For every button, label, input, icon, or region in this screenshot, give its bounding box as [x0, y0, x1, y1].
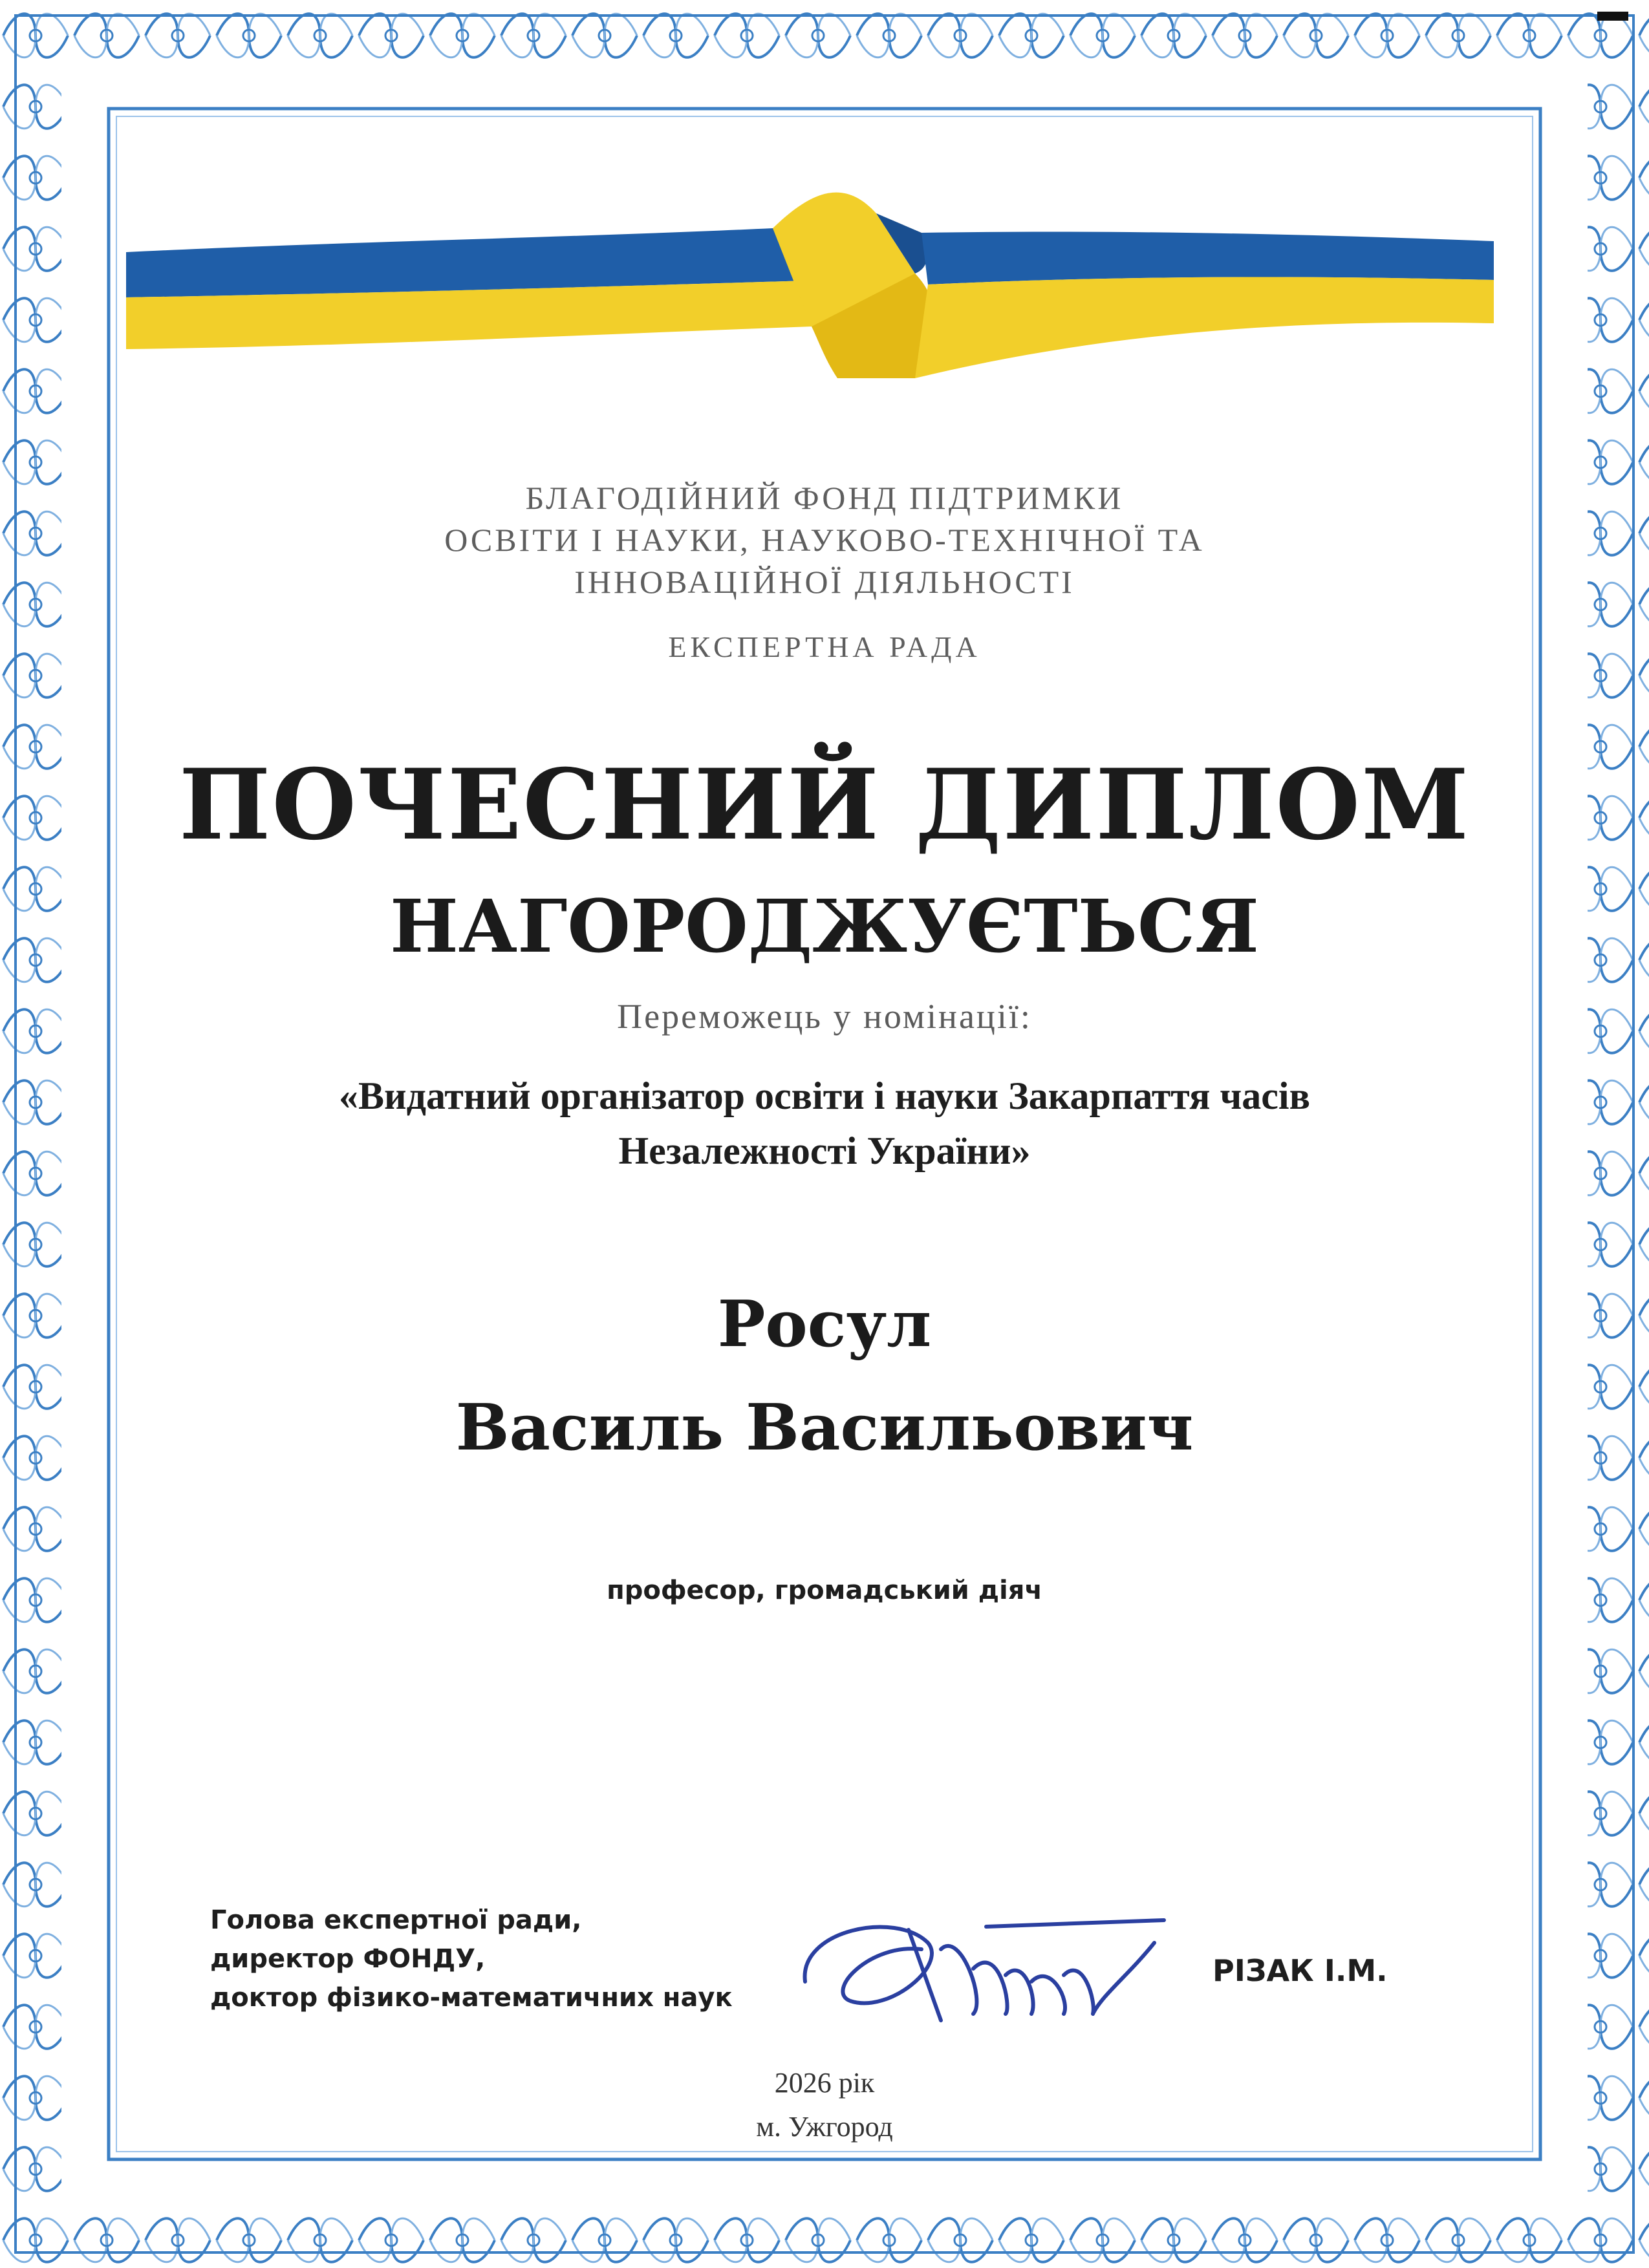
org-name-line-3: ІННОВАЦІЙНОЇ ДІЯЛЬНОСТІ	[574, 564, 1075, 600]
signatory-line-1: Голова експертної ради,	[210, 1905, 582, 1935]
recipient-surname: Росул	[717, 1287, 932, 1362]
awarded-heading: НАГОРОДЖУЄТЬСЯ	[390, 884, 1259, 969]
nomination-line-2: Незалежності України»	[618, 1129, 1031, 1172]
signatory-line-2: директор ФОНДУ,	[210, 1944, 486, 1974]
signatory-line-3: доктор фізико-математичних наук	[210, 1983, 733, 2013]
issue-city: м. Ужгород	[756, 2111, 893, 2143]
org-name-line-2: ОСВІТИ І НАУКИ, НАУКОВО-ТЕХНІЧНОЇ ТА	[444, 522, 1205, 558]
recipient-given-names: Василь Васильович	[455, 1391, 1194, 1465]
flag-ribbon	[126, 165, 1494, 414]
handwritten-signature	[792, 1904, 1174, 2040]
corner-mark	[1597, 12, 1628, 21]
org-name-line-1: БЛАГОДІЙНИЙ ФОНД ПІДТРИМКИ	[525, 480, 1124, 516]
diploma-title: ПОЧЕСНИЙ ДИПЛОМ	[178, 748, 1471, 862]
nomination-line-1: «Видатний організатор освіти і науки Закарпаття часів	[339, 1075, 1310, 1117]
signer-name: РІЗАК І.М.	[1212, 1953, 1388, 1988]
recipient-position: професор, громадський діяч	[607, 1576, 1042, 1605]
signatory-block	[210, 1907, 733, 2024]
nomination-label: Переможець у номінації:	[617, 997, 1032, 1036]
issue-year: 2026 рік	[774, 2067, 875, 2099]
expert-council-label: ЕКСПЕРТНА РАДА	[668, 630, 981, 663]
